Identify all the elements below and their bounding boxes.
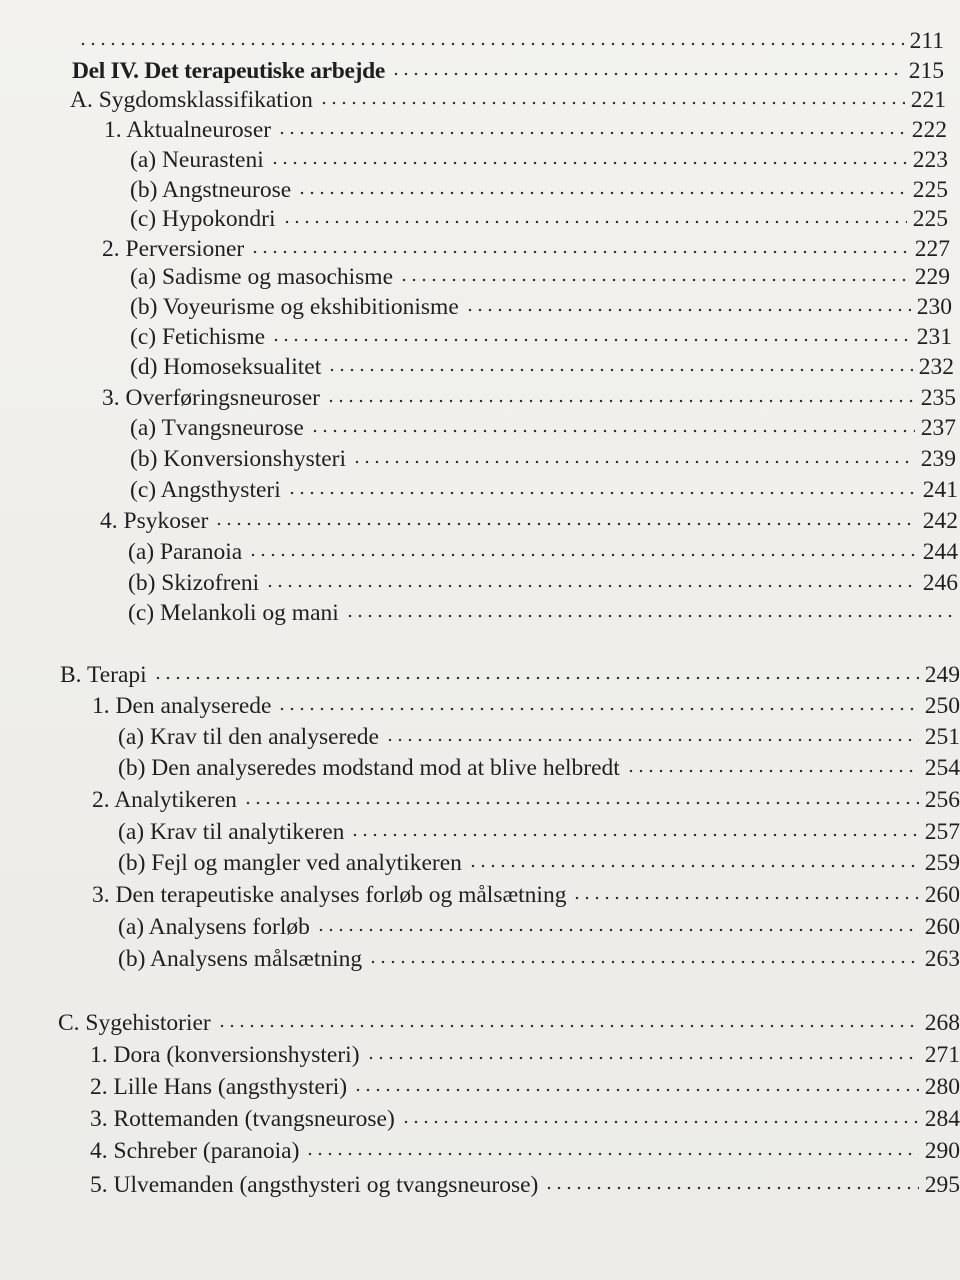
toc-entry (90, 1170, 960, 1200)
dot-leader (153, 673, 919, 683)
toc-entry (90, 1136, 960, 1166)
toc-entry-label: 4. Schreber (paranoia) (90, 1138, 300, 1164)
dot-leader (626, 766, 919, 776)
toc-subentry (130, 204, 948, 234)
toc-page-number: 246 (922, 570, 958, 596)
toc-page-number: 268 (924, 1010, 960, 1036)
toc-entry (100, 506, 958, 536)
dot-leader (316, 925, 919, 935)
dot-leader (78, 39, 904, 49)
toc-entry (90, 1040, 960, 1070)
toc-entry (102, 383, 956, 413)
toc-subentry (130, 292, 952, 322)
toc-page-number: 230 (916, 294, 952, 320)
toc-page-number: 290 (924, 1138, 960, 1164)
toc-entry-label: (c) Angsthysteri (130, 477, 281, 503)
toc-entry-label: (b) Konversionshysteri (130, 446, 347, 472)
toc-page-number: 231 (916, 324, 952, 350)
dot-leader (352, 457, 915, 467)
dot-leader (277, 128, 906, 138)
toc-entry-label: (b) Angstneurose (130, 177, 292, 203)
dot-leader (277, 704, 918, 714)
toc-entry-label: 3. Den terapeutiske analyses forløb og målsætning (92, 882, 567, 908)
toc-entry-label: C. Sygehistorier (58, 1010, 211, 1036)
dot-leader (319, 98, 905, 108)
dot-leader (350, 830, 918, 840)
dot-leader (391, 69, 903, 79)
toc-subentry (118, 817, 960, 847)
toc-entry-label: 2. Perversioner (102, 236, 245, 262)
toc-page-number: 211 (909, 28, 944, 54)
toc-page-number: 221 (910, 87, 946, 113)
toc-entry-label: (b) Analysens målsætning (118, 946, 363, 972)
toc-subentry (118, 848, 960, 878)
toc-page-number: 225 (912, 206, 948, 232)
toc-subentry (128, 568, 958, 598)
toc-page-number: 256 (924, 787, 960, 813)
toc-page-number: 225 (912, 177, 948, 203)
toc-subentry (130, 444, 956, 474)
toc-part-heading (72, 56, 944, 86)
toc-entry-label: 1. Dora (konversionshysteri) (90, 1042, 360, 1068)
toc-subentry (130, 322, 952, 352)
dot-leader (401, 1117, 919, 1127)
dot-leader (282, 217, 907, 227)
dot-leader (305, 1149, 918, 1159)
toc-subentry (130, 262, 950, 292)
dot-leader (544, 1183, 918, 1193)
toc-page-number: 271 (924, 1042, 960, 1068)
toc-entry-label: 5. Ulvemanden (angsthysteri og tvangsneurose) (90, 1172, 539, 1198)
toc-subentry (118, 753, 960, 783)
toc-page-number: 260 (924, 914, 960, 940)
toc-page-number: 250 (924, 693, 960, 719)
toc-page-number: 251 (924, 724, 960, 750)
toc-subentry (130, 352, 954, 382)
dot-leader (385, 735, 919, 745)
toc-entry (92, 785, 960, 815)
toc-entry-label: (b) Fejl og mangler ved analytikeren (118, 850, 462, 876)
toc-subentry (130, 413, 956, 443)
toc-entry (92, 691, 960, 721)
dot-leader (250, 247, 908, 257)
toc-entry-label: 4. Psykoser (100, 508, 209, 534)
toc-entry-label: (a) Krav til analytikeren (118, 819, 345, 845)
toc-entry-label: (a) Tvangsneurose (130, 415, 304, 441)
toc-entry-label: (d) Homoseksualitet (130, 354, 322, 380)
toc-subentry (130, 175, 948, 205)
toc-section (70, 85, 946, 115)
toc-subentry (130, 145, 948, 175)
toc-subentry (130, 475, 958, 505)
dot-leader (265, 581, 917, 591)
toc-subentry (118, 944, 960, 974)
toc-page-number: 242 (922, 508, 958, 534)
toc-page-number: 259 (924, 850, 960, 876)
toc-page-number: 260 (924, 882, 960, 908)
toc-entry-label: (b) Voyeurisme og ekshibitionisme (130, 294, 459, 320)
toc-entry-label: B. Terapi (60, 662, 147, 688)
toc-page-number: 237 (920, 415, 956, 441)
toc-entry-label: Del IV. Det terapeutiske arbejde (72, 58, 386, 84)
toc-subentry (118, 912, 960, 942)
toc-page-number: 295 (924, 1172, 960, 1198)
toc-entry-label: (b) Skizofreni (128, 570, 260, 596)
toc-page-number: 235 (920, 385, 956, 411)
toc-entry (92, 880, 960, 910)
toc-page-number: 222 (911, 117, 947, 143)
toc-entry-label: (c) Melankoli og mani (128, 600, 339, 626)
toc-page-number: 227 (914, 236, 950, 262)
toc-subentry (128, 598, 960, 628)
dot-leader (243, 798, 919, 808)
dot-leader (368, 957, 919, 967)
dot-leader (214, 519, 916, 529)
dot-leader (297, 188, 907, 198)
toc-page-number: 254 (924, 755, 960, 781)
toc-entry (72, 26, 944, 56)
dot-leader (465, 305, 911, 315)
dot-leader (271, 335, 911, 345)
toc-page-number: 215 (908, 58, 944, 84)
toc-entry-label: (a) Paranoia (128, 539, 243, 565)
toc-entry-label: 2. Lille Hans (angsthysteri) (90, 1074, 348, 1100)
toc-entry-label: (c) Fetichisme (130, 324, 266, 350)
toc-entry-label: 1. Aktualneuroser (104, 117, 272, 143)
toc-page-number: 280 (924, 1074, 960, 1100)
dot-leader (327, 365, 913, 375)
toc-entry (90, 1104, 960, 1134)
toc-entry-label: (b) Den analyseredes modstand mod at blive helbredt (118, 755, 620, 781)
toc-page-number: 284 (924, 1106, 960, 1132)
toc-entry (102, 234, 950, 264)
dot-leader (326, 396, 915, 406)
toc-entry-label: 3. Rottemanden (tvangsneurose) (90, 1106, 395, 1132)
dot-leader (366, 1053, 919, 1063)
toc-section (58, 1008, 960, 1038)
toc-page-number: 249 (924, 662, 960, 688)
toc-page-number: 257 (924, 819, 960, 845)
dot-leader (287, 488, 917, 498)
toc-page-number: 232 (918, 354, 954, 380)
toc-entry-label: (a) Sadisme og masochisme (130, 264, 394, 290)
dot-leader (270, 158, 907, 168)
toc-entry-label: 1. Den analyserede (92, 693, 272, 719)
toc-page-number: 263 (924, 946, 960, 972)
toc-entry-label: 3. Overføringsneuroser (102, 385, 320, 411)
dot-leader (217, 1021, 919, 1031)
dot-leader (353, 1085, 919, 1095)
dot-leader (468, 861, 919, 871)
toc-entry (104, 115, 947, 145)
toc-entry-label: 2. Analytikeren (92, 787, 237, 813)
toc-subentry (118, 722, 960, 752)
toc-entry (90, 1072, 960, 1102)
dot-leader (248, 550, 917, 560)
dot-leader (345, 611, 954, 621)
toc-page-number: 239 (920, 446, 956, 472)
toc-entry-label: A. Sygdomsklassifikation (70, 87, 313, 113)
toc-page-number: 223 (912, 147, 948, 173)
toc-subentry (128, 537, 958, 567)
toc-entry-label: (a) Krav til den analyserede (118, 724, 379, 750)
dot-leader (310, 426, 915, 436)
toc-section (60, 660, 960, 690)
toc-entry-label: (a) Analysens forløb (118, 914, 310, 940)
toc-page-number: 229 (914, 264, 950, 290)
dot-leader (399, 275, 909, 285)
toc-entry-label: (c) Hypokondri (130, 206, 276, 232)
toc-page-number: 244 (922, 539, 958, 565)
toc-page-number: 241 (922, 477, 958, 503)
dot-leader (572, 893, 918, 903)
toc-entry-label: (a) Neurasteni (130, 147, 264, 173)
